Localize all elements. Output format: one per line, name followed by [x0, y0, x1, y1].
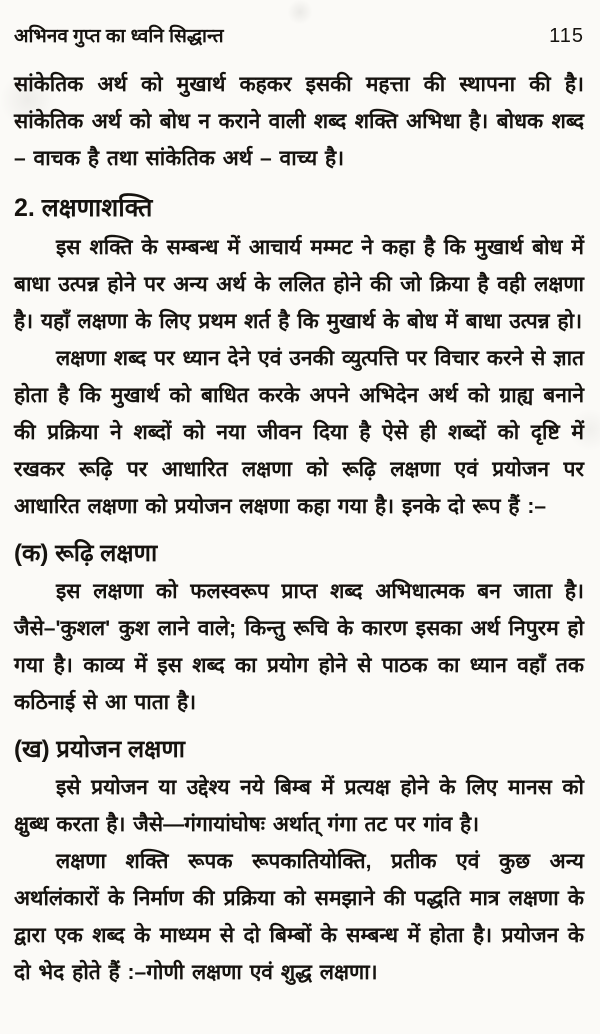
- section-heading-lakshanashakti: 2. लक्षणाशक्ति: [14, 194, 153, 222]
- prayojan-lakshana-paragraph-1: इसे प्रयोजन या उद्देश्य नये बिम्ब में प्रत्यक्ष होने के लिए मानस को क्षुब्ध करता है। जैसे—गंगायांघोषः अर्थात् गंगा तट पर गांव है।: [14, 776, 584, 836]
- subsection-heading-rudhi-lakshana: (क) रूढ़ि लक्षणा: [14, 540, 158, 567]
- lakshanashakti-paragraph-1: इस शक्ति के सम्बन्ध में आचार्य मम्मट ने कहा है कि मुखार्थ बोध में बाधा उत्पन्न होने पर अन्य अर्थ के ललित होने की जो क्रिया है वही लक्षणा है। यहाँ लक्षणा के लिए प्रथम शर्त है कि मुखार्थ के बोध में बाधा उत्पन्न हो।: [14, 236, 584, 333]
- page-number: 115: [549, 25, 584, 47]
- lakshanashakti-paragraph-2: लक्षणा शब्द पर ध्यान देने एवं उनकी व्युत्पत्ति पर विचार करने से ज्ञात होता है कि मुखार्थ को बाधित करके अपने अभिदेन अर्थ को ग्राह्य बनाने की प्रक्रिया ने शब्दों को नया जीवन दिया है ऐसे ही शब्दों को दृष्टि में रखकर रूढ़ि पर आधारित लक्षणा को रूढ़ि लक्षणा एवं प्रयोजन पर आधारित लक्षणा को प्रयोजन लक्षणा कहा गया है। इनके दो रूप हैं :–: [14, 347, 584, 518]
- rudhi-lakshana-paragraph: इस लक्षणा को फलस्वरूप प्राप्त शब्द अभिधात्मक बन जाता है। जैसे–'कुशल' कुश लाने वाले; किन्तु रूचि के कारण इसका अर्थ निपुरम हो गया है। काव्य में इस शब्द का प्रयोग होने से पाठक का ध्यान वहाँ तक कठिनाई से आ पाता है।: [14, 580, 584, 714]
- prayojan-lakshana-paragraph-2: लक्षणा शक्ति रूपक रूपकातियोक्ति, प्रतीक एवं कुछ अन्य अर्थालंकारों के निर्माण की प्रक्रिया को समझाने की पद्धति मात्र लक्षणा के द्वारा एक शब्द के माध्यम से दो बिम्बों के सम्बन्ध में होता है। प्रयोजन के दो भेद होते हैं :–गोणी लक्षणा एवं शुद्ध लक्षणा।: [14, 850, 584, 984]
- intro-paragraph: सांकेतिक अर्थ को मुखार्थ कहकर इसकी महत्ता की स्थापना की है। सांकेतिक अर्थ को बोध न कराने वाली शब्द शक्ति अभिधा है। बोधक शब्द – वाचक है तथा सांकेतिक अर्थ – वाच्य है।: [14, 73, 584, 170]
- subsection-heading-prayojan-lakshana: (ख) प्रयोजन लक्षणा: [14, 736, 185, 763]
- page-header: [14, 22, 584, 48]
- running-title: अभिनव गुप्त का ध्वनि सिद्धान्त: [14, 26, 224, 47]
